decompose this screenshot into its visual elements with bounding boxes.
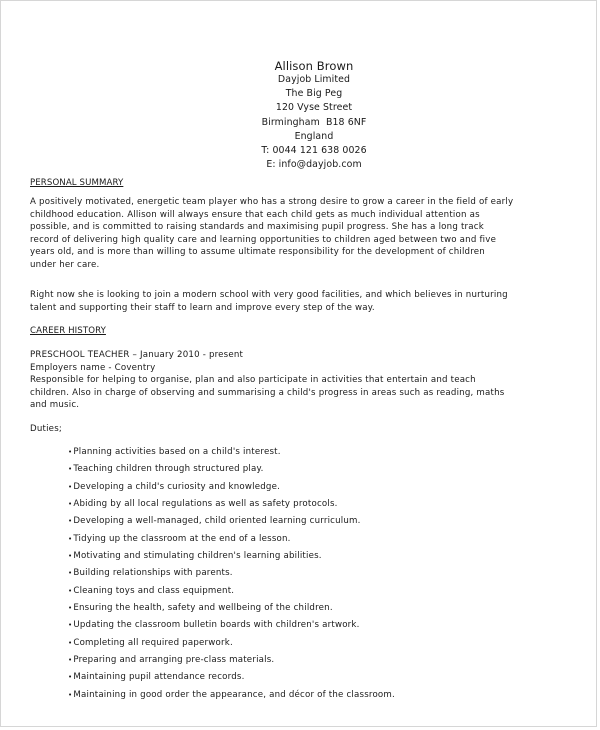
list-item: [68, 513, 395, 530]
job-entry: [30, 349, 585, 412]
contact-header: [1, 59, 600, 172]
personal-summary-paragraph-1: [30, 196, 585, 272]
duty-text: Ensuring the health, safety and wellbeing of the children.: [73, 603, 333, 614]
bullet-icon: •: [68, 586, 73, 595]
duty-text: Maintaining pupil attendance records.: [73, 672, 245, 683]
list-item: [68, 496, 395, 513]
list-item: [68, 652, 395, 669]
summary-line: A positively motivated, energetic team player who has a strong desire to grow a career in the field of early: [30, 197, 514, 207]
duties-label: [30, 423, 585, 436]
street-address: 120 Vyse Street: [275, 102, 353, 114]
building-name: The Big Peg: [285, 88, 343, 100]
duty-text: Abiding by all local regulations as well as safety protocols.: [73, 499, 338, 510]
duty-text: Updating the classroom bulletin boards with children's artwork.: [73, 620, 360, 631]
duty-text: Building relationships with parents.: [73, 568, 233, 579]
list-item: [68, 444, 395, 461]
city-postcode: Birmingham B18 6NF: [261, 116, 367, 128]
duties-label-text: Duties;: [30, 424, 62, 434]
duty-text: Cleaning toys and class equipment.: [73, 585, 235, 596]
duties-list: [68, 444, 395, 704]
duty-text: Motivating and stimulating children's learning abilities.: [73, 551, 322, 562]
list-item: [68, 479, 395, 496]
personal-summary-paragraph-2: [30, 289, 585, 314]
duty-text: Developing a well-managed, child oriented learning curriculum.: [73, 516, 361, 527]
duty-text: Teaching children through structured play.: [73, 464, 264, 475]
job-description-line: Responsible for helping to organise, plan and also participate in activities that entertain and teach: [30, 375, 476, 386]
bullet-icon: •: [68, 517, 73, 526]
summary-line: possible, and is committed to raising standards and maximising pupil progress. She has a long track: [30, 222, 484, 233]
country: England: [294, 130, 334, 142]
email-address: E: info@dayjob.com: [266, 159, 362, 171]
bullet-icon: •: [68, 500, 73, 509]
job-title: PRESCHOOL TEACHER – January 2010 - present: [30, 350, 244, 360]
list-item: [68, 565, 395, 582]
bullet-icon: •: [68, 638, 73, 647]
list-item: [68, 617, 395, 634]
list-item: [68, 687, 395, 704]
bullet-icon: •: [68, 448, 73, 456]
career-history-heading: CAREER HISTORY: [30, 326, 106, 336]
list-item: [68, 548, 395, 565]
list-item: [68, 461, 395, 478]
bullet-icon: •: [68, 569, 73, 578]
summary-line: under her care.: [30, 259, 100, 270]
job-description-line: and music.: [30, 400, 80, 411]
list-item: [68, 669, 395, 686]
list-item: [68, 531, 395, 548]
bullet-icon: •: [68, 621, 73, 630]
personal-summary-heading: PERSONAL SUMMARY: [30, 178, 124, 188]
summary-line: talent and supporting their staff to learn and improve every step of the way.: [30, 302, 375, 313]
employer-name: Employers name - Coventry: [30, 362, 156, 373]
bullet-icon: •: [68, 465, 73, 474]
bullet-icon: •: [68, 656, 73, 665]
list-item: [68, 600, 395, 617]
bullet-icon: •: [68, 534, 73, 543]
bullet-icon: •: [68, 690, 73, 699]
bullet-icon: •: [68, 482, 73, 491]
candidate-name: Allison Brown: [274, 59, 354, 73]
duty-text: Developing a child's curiosity and knowledge.: [73, 481, 281, 492]
list-item: [68, 583, 395, 600]
duty-text: Completing all required paperwork.: [73, 637, 233, 648]
list-item: [68, 635, 395, 652]
duty-text: Maintaining in good order the appearance, and décor of the classroom.: [73, 689, 395, 700]
phone-number: T: 0044 121 638 0026: [261, 145, 367, 157]
summary-line: childhood education. Allison will always ensure that each child gets as much individual attention as: [30, 209, 480, 220]
summary-line: years old, and is more than willing to assume ultimate responsibility for the development of children: [30, 247, 485, 258]
duty-text: Preparing and arranging pre-class materials.: [73, 655, 275, 666]
job-description-line: children. Also in charge of observing and summarising a child's progress in areas such as reading, maths: [30, 387, 505, 398]
company-name: Dayjob Limited: [277, 74, 351, 85]
duty-text: Tidying up the classroom at the end of a lesson.: [73, 533, 291, 544]
summary-line: record of delivering high quality care and learning opportunities to children aged between two and five: [30, 234, 497, 245]
bullet-icon: •: [68, 604, 73, 613]
summary-line: Right now she is looking to join a modern school with very good facilities, and which believes in nurturing: [30, 290, 508, 300]
bullet-icon: •: [68, 552, 73, 561]
duty-text: Planning activities based on a child's interest.: [73, 447, 281, 457]
bullet-icon: •: [68, 673, 73, 682]
